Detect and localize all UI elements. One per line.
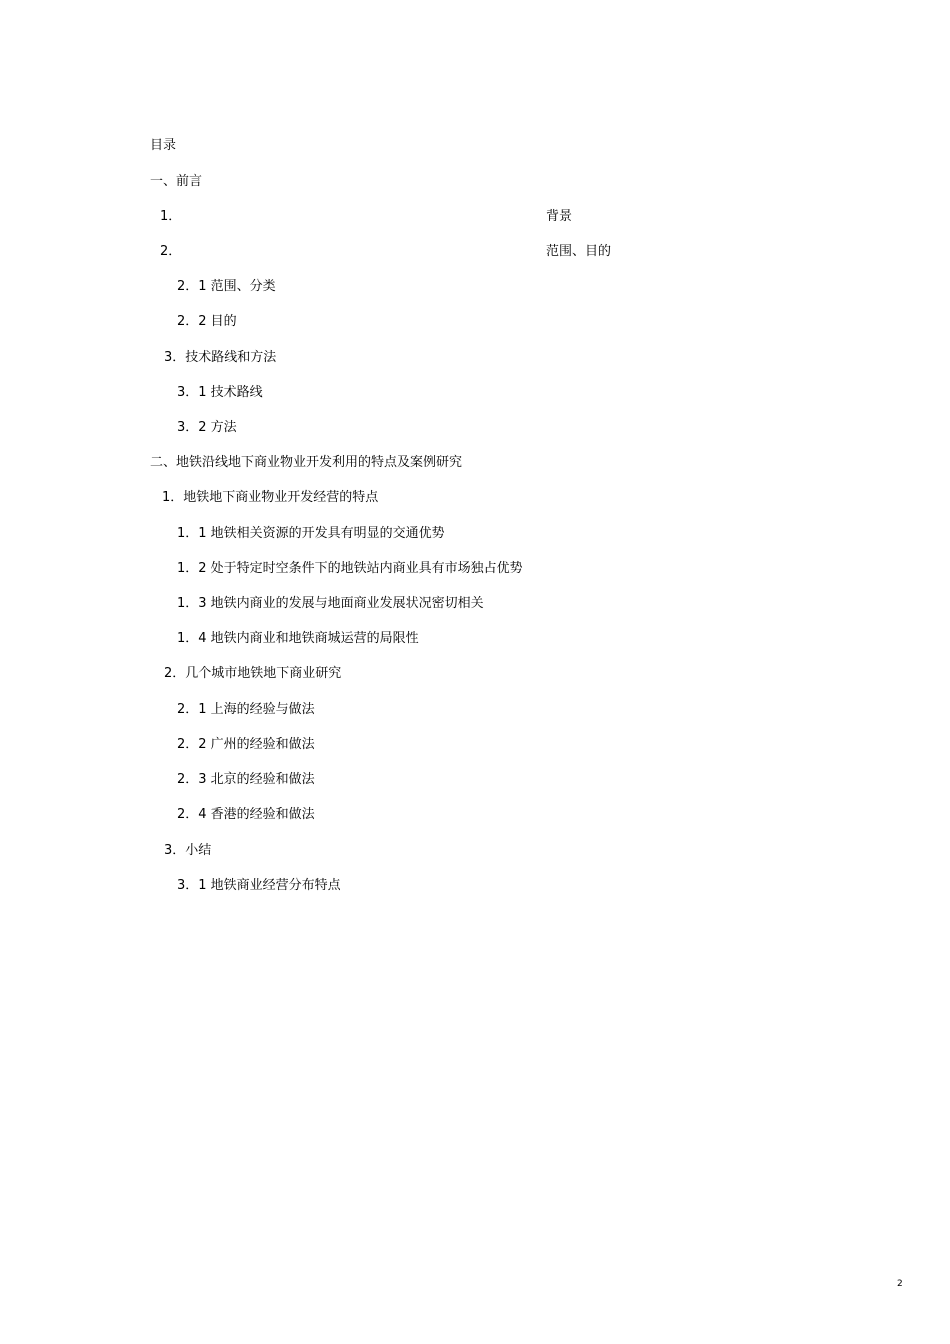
toc-entry: 2．2 广州的经验和做法 [177,737,315,752]
toc-entry: 一、前言 [150,174,203,189]
toc-entry: 2．几个城市地铁地下商业研究 [164,666,342,681]
toc-entry-number: 1． [160,209,182,224]
toc-entry: 2．3 北京的经验和做法 [177,772,315,787]
toc-entry: 1．4 地铁内商业和地铁商城运营的局限性 [177,631,419,646]
toc-entry: 3．小结 [164,843,212,858]
toc-entry: 1．1 地铁相关资源的开发具有明显的交通优势 [177,526,445,541]
toc-entry: 3．1 地铁商业经营分布特点 [177,878,341,893]
toc-entry: 1．地铁地下商业物业开发经营的特点 [162,490,379,505]
toc-entry-text: 背景 [546,209,573,224]
toc-title: 目录 [150,138,177,153]
toc-entry-text: 范围、目的 [546,244,612,259]
toc-entry: 3．1 技术路线 [177,385,263,400]
toc-entry: 1．3 地铁内商业的发展与地面商业发展状况密切相关 [177,596,484,611]
toc-entry: 2．1 范围、分类 [177,279,276,294]
toc-entry: 2．1 上海的经验与做法 [177,702,315,717]
toc-entry: 1．2 处于特定时空条件下的地铁站内商业具有市场独占优势 [177,561,523,576]
toc-entry: 2．2 目的 [177,314,237,329]
toc-entry: 3．2 方法 [177,420,237,435]
page-number: 2 [897,1279,903,1289]
toc-entry: 3．技术路线和方法 [164,350,277,365]
toc-entry: 二、地铁沿线地下商业物业开发利用的特点及案例研究 [150,455,463,470]
toc-entry: 2．4 香港的经验和做法 [177,807,315,822]
toc-entry-number: 2． [160,244,182,259]
